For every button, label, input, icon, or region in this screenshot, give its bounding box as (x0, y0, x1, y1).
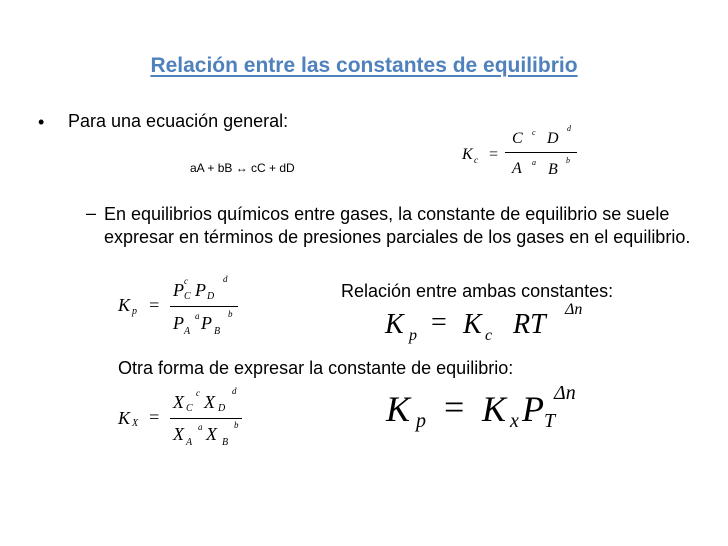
kp-formula: K p = P C c P D d P A a P B b (118, 277, 258, 347)
other-label: Otra forma de expresar la constante de equilibrio: (118, 358, 514, 378)
slide-title: Relación entre las constantes de equilibrio (150, 54, 578, 77)
general-equation: aA + bB ↔ cC + dD (190, 161, 295, 175)
kc-formula: K c = C c D d A a B b (462, 128, 612, 188)
kp-kc-relation: K p = K c RT Δn (385, 301, 583, 344)
relation-label: Relación entre ambas constantes: (341, 281, 614, 301)
sub-bullet-dash: – (86, 203, 97, 223)
sub-bullet-text: En equilibrios químicos entre gases, la constante de equilibrio se suele expresar en términos de presiones parciales de los gases en el equilibrio. (104, 204, 691, 247)
kp-kx-relation: K p = K x P T Δn (386, 382, 576, 432)
bullet-icon: • (38, 112, 45, 132)
kx-formula: K X = X C c X D d X A a X B b (118, 388, 258, 458)
bullet-text: Para una ecuación general: (68, 111, 289, 131)
